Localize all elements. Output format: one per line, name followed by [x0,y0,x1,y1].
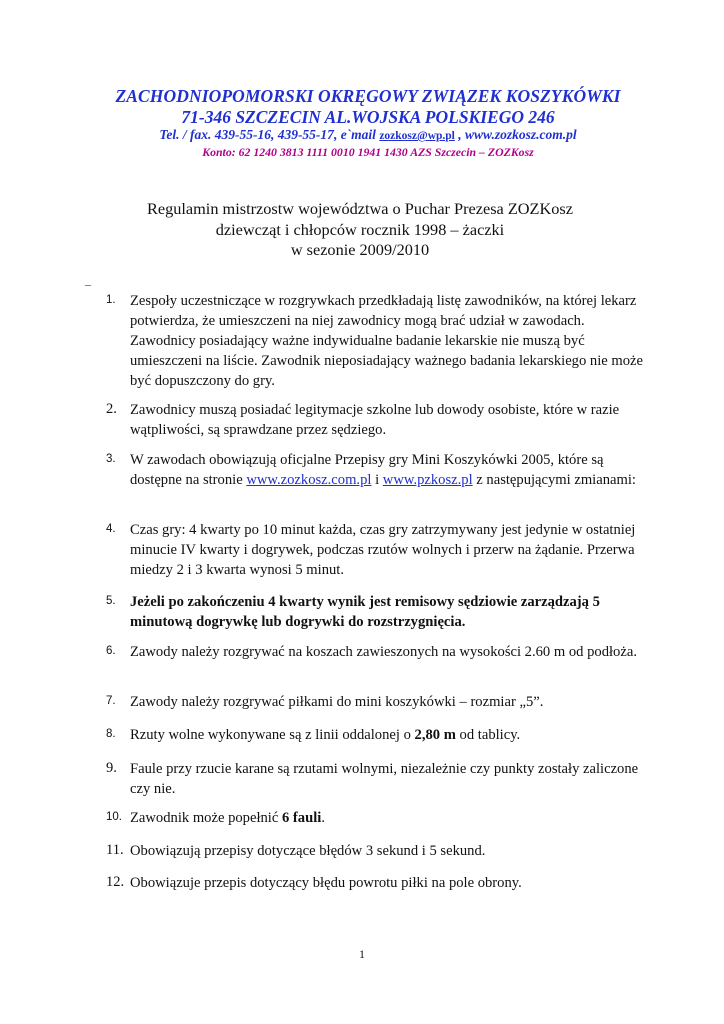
item-number: 3. [106,453,116,465]
item-text [130,808,650,828]
item-number: 9. [106,760,117,776]
item-number: 6. [106,645,116,657]
item-number: 1. [106,294,116,306]
regulation-title-line1: Regulamin mistrzostw województwa o Puchar Prezesa ZOZKosz [147,199,573,218]
item-text-part: W zawodach obowiązują oficjalne Przepisy gry Mini Koszykówki 2005, które są dostępne na stronie [130,452,604,488]
org-name: ZACHODNIOPOMORSKI OKRĘGOWY ZWIĄZEK KOSZYKÓWKI [115,86,621,106]
item-number: 2. [106,401,117,417]
item-text: Zawody należy rozgrywać na koszach zawieszonych na wysokości 2.60 m od podłoża. [130,644,637,660]
item-text: Obowiązuje przepis dotyczący błędu powrotu piłki na pole obrony. [130,875,522,891]
item-text-part: Rzuty wolne wykonywane są z linii oddalonej o [130,727,415,743]
item-text-part: i [371,472,383,488]
item-number: 4. [106,523,116,535]
item-number: 5. [106,595,116,607]
item-text-part: Zawodnik może popełnić [130,810,282,826]
email-link[interactable]: zozkosz@wp.pl [379,130,455,142]
bank-account: Konto: 62 1240 3813 1111 0010 1941 1430 AZS Szczecin – ZOZKosz [202,145,534,159]
item-text [130,592,650,632]
item-text: Czas gry: 4 kwarty po 10 minut każda, czas gry zatrzymywany jest jedynie w ostatniej minucie IV kwarty i dogrywek, podczas rzutów wolnych i przerw na żądanie. Przerwa miedzy 2 i 3 kwarta wynosi 5 minut. [130,522,636,578]
item-text-part: od tablicy. [455,727,521,743]
item-text: Zawody należy rozgrywać piłkami do mini koszykówki – rozmiar „5”. [130,694,544,710]
website-link[interactable]: www.zozkosz.com.pl [465,127,577,142]
org-address: 71-346 SZCZECIN AL.WOJSKA POLSKIEGO 246 [181,107,555,127]
item-text [130,450,650,490]
item-text [130,725,650,745]
item-text: Zawodnicy muszą posiadać legitymacje szkolne lub dowody osobiste, które w razie wątpliwości, są sprawdzane przez sędziego. [130,402,620,438]
item-number: 7. [106,695,116,707]
email-label: , e`mail [333,127,380,142]
item-text-bold: Jeżeli po zakończeniu 4 kwarty wynik jest remisowy sędziowie zarządzają 5 minutową dogrywkę lub dogrywki do rozstrzygnięcia. [130,594,600,630]
item-text: Faule przy rzucie karane są rzutami wolnymi, niezależnie czy punkty zostały zaliczone czy nie. [130,761,639,797]
item-text-bold: 2,80 m [414,727,456,743]
item-number: 11. [106,842,124,858]
zozkosz-link[interactable]: www.zozkosz.com.pl [246,472,372,488]
item-number: 12. [106,874,125,890]
website-separator: , [454,127,465,142]
item-number: 10. [106,811,122,823]
phone-fax: Tel. / fax. 439-55-16, 439-55-17 [159,127,334,142]
item-text-part: . [321,810,325,826]
item-text: Zespoły uczestniczące w rozgrywkach przedkładają listę zawodników, na której lekarz potwierdza, że umieszczeni na niej zawodnicy mogą brać udział w zawodach. Zawodnicy posiadający ważne indywidualne badanie lekarskie nie muszą być umieszczeni na liście. Zawodnik nieposiadający ważnego badania lekarskiego nie może być dopuszczony do gry. [130,293,644,389]
regulation-title-line2: dziewcząt i chłopców rocznik 1998 – żaczki [215,220,505,239]
item-text: Obowiązują przepisy dotyczące błędów 3 sekund i 5 sekund. [130,843,486,859]
item-number: 8. [106,728,116,740]
pzkosz-link[interactable]: www.pzkosz.pl [382,472,473,488]
stray-dash: – [85,277,91,291]
item-text-part: z następującymi zmianami: [472,472,636,488]
regulation-title-line3: w sezonie 2009/2010 [290,240,430,259]
item-text-bold: 6 fauli [281,810,322,826]
page-number: 1 [359,947,365,961]
